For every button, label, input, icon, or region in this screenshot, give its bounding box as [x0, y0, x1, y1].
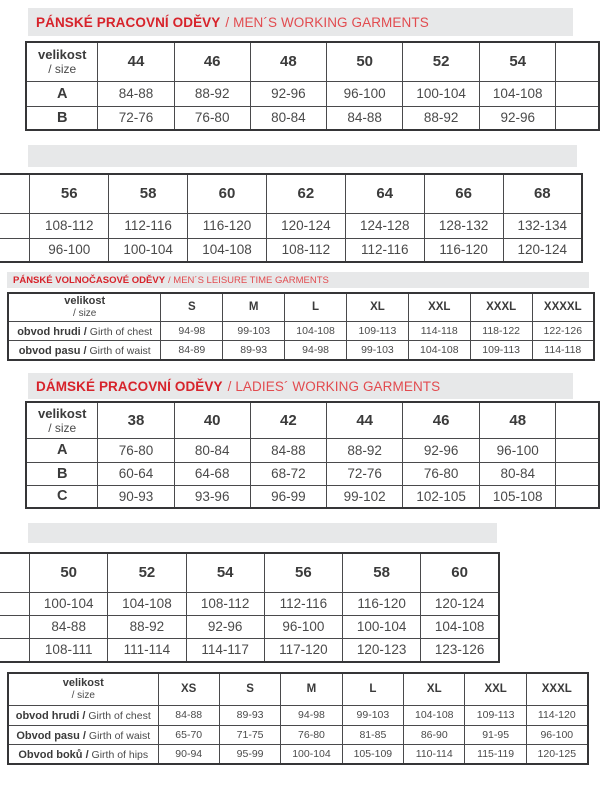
- size-range-cell: 72-76: [327, 462, 403, 485]
- size-range-cell: 102-105: [403, 485, 480, 508]
- size-range-cell: 80-84: [250, 106, 326, 130]
- measurement-label-cell: obvod pasu / Girth of waist: [8, 340, 161, 360]
- size-range-cell: 94-98: [285, 340, 347, 360]
- size-column-header: L: [285, 293, 347, 321]
- size-range-cell: 84-88: [250, 438, 326, 462]
- size-range-cell: 99-103: [342, 705, 403, 725]
- size-label-cell: [26, 402, 98, 438]
- size-label-czech: velikost: [64, 295, 106, 308]
- measurement-label-cell: Obvod boků / Girth of hips: [8, 744, 158, 764]
- table-mens-working-sizes-44-54: [25, 41, 600, 135]
- size-column-header: XL: [347, 293, 409, 321]
- size-column-header: M: [281, 673, 342, 705]
- size-column-header: 44: [327, 402, 403, 438]
- size-column-header: XXL: [408, 293, 470, 321]
- hidden-label-cell: [0, 615, 30, 638]
- size-range-cell: 92-96: [186, 615, 264, 638]
- mens-working-size-table-1: [25, 41, 600, 131]
- table-row: [0, 638, 499, 662]
- size-column-header: 56: [30, 174, 109, 213]
- size-range-cell: 60-64: [98, 462, 174, 485]
- table-mens-leisure-sizes: [7, 292, 595, 362]
- size-range-cell: 89-93: [219, 705, 280, 725]
- size-column-header: 40: [174, 402, 250, 438]
- size-label-czech: velikost: [62, 677, 104, 690]
- size-range-cell: 117-120: [264, 638, 342, 662]
- size-range-cell: 104-108: [188, 238, 267, 262]
- size-range-cell: 92-96: [479, 106, 556, 130]
- size-range-cell: 120-125: [526, 744, 587, 764]
- size-label-cell: [8, 293, 161, 321]
- size-range-cell: 108-112: [186, 592, 264, 615]
- size-range-cell: 108-112: [266, 238, 345, 262]
- table-row: [8, 321, 594, 340]
- size-column-header: XXXL: [470, 293, 532, 321]
- size-range-cell: 76-80: [174, 106, 250, 130]
- size-label-cell: [8, 673, 158, 705]
- size-range-cell: 132-134: [503, 213, 582, 238]
- size-range-cell: 104-108: [404, 705, 465, 725]
- size-range-cell: 114-117: [186, 638, 264, 662]
- table-row: [26, 462, 599, 485]
- size-range-cell: 100-104: [343, 615, 421, 638]
- section-title-czech: DÁMSKÉ PRACOVNÍ ODĚVY: [36, 378, 223, 394]
- size-range-cell: 88-92: [327, 438, 403, 462]
- size-column-header: 54: [479, 42, 556, 81]
- size-range-cell: 92-96: [250, 81, 326, 106]
- size-range-cell: 110-114: [404, 744, 465, 764]
- section-title-english: / MEN´S WORKING GARMENTS: [225, 14, 429, 30]
- measurement-label-cell: B: [26, 106, 98, 130]
- size-column-header: L: [342, 673, 403, 705]
- size-range-cell: 112-116: [109, 213, 188, 238]
- size-range-cell: 96-100: [30, 238, 109, 262]
- size-range-cell: 81-85: [342, 725, 403, 744]
- hidden-label-cell: [0, 174, 30, 213]
- size-range-cell: 109-113: [470, 340, 532, 360]
- section-title-english: / MEN´S LEISURE TIME GARMENTS: [168, 274, 329, 286]
- cut-column-cell: [556, 106, 599, 130]
- section-title-ladies-working: [28, 373, 573, 399]
- size-range-cell: 105-109: [342, 744, 403, 764]
- size-range-cell: 104-108: [108, 592, 186, 615]
- measurement-label-cell: obvod hrudi / Girth of chest: [8, 321, 161, 340]
- size-label-english: / size: [48, 62, 77, 77]
- mens-working-size-table-2: [0, 173, 583, 263]
- size-range-cell: 95-99: [219, 744, 280, 764]
- size-column-header: 52: [108, 553, 186, 592]
- size-range-cell: 109-113: [347, 321, 409, 340]
- size-range-cell: 71-75: [219, 725, 280, 744]
- hidden-label-cell: [0, 238, 30, 262]
- size-column-header: 44: [98, 42, 174, 81]
- size-column-header: 38: [98, 402, 174, 438]
- size-range-cell: 100-104: [281, 744, 342, 764]
- size-range-cell: 96-100: [264, 615, 342, 638]
- size-column-header: S: [219, 673, 280, 705]
- size-range-cell: 100-104: [30, 592, 108, 615]
- size-column-header: 62: [266, 174, 345, 213]
- table-row: [0, 615, 499, 638]
- size-range-cell: 104-108: [285, 321, 347, 340]
- size-range-cell: 84-88: [158, 705, 219, 725]
- size-range-cell: 94-98: [161, 321, 223, 340]
- size-range-cell: 68-72: [250, 462, 326, 485]
- size-range-cell: 90-94: [158, 744, 219, 764]
- table-ladies-working-sizes-50-60: [0, 552, 500, 667]
- cut-column-cell: [556, 402, 599, 438]
- section-title-czech: PÁNSKÉ VOLNOČASOVÉ ODĚVY: [13, 274, 166, 286]
- size-range-cell: 114-120: [526, 705, 587, 725]
- size-range-cell: 109-113: [465, 705, 526, 725]
- size-range-cell: 120-124: [421, 592, 499, 615]
- size-range-cell: 99-102: [327, 485, 403, 508]
- table-mens-working-sizes-56-68: [0, 173, 583, 267]
- size-range-cell: 104-108: [479, 81, 556, 106]
- section-title-mens-leisure: [7, 272, 589, 288]
- measurement-label-cell: B: [26, 462, 98, 485]
- size-range-cell: 96-100: [479, 438, 556, 462]
- size-range-cell: 65-70: [158, 725, 219, 744]
- measurement-label-cell: C: [26, 485, 98, 508]
- cut-column-cell: [556, 42, 599, 81]
- size-range-cell: 112-116: [345, 238, 424, 262]
- size-column-header: M: [223, 293, 285, 321]
- table-row: [8, 340, 594, 360]
- size-label-czech: velikost: [37, 47, 87, 63]
- hidden-label-cell: [0, 213, 30, 238]
- size-range-cell: 108-111: [30, 638, 108, 662]
- size-label-english: / size: [48, 420, 77, 435]
- measurement-label-cell: A: [26, 81, 98, 106]
- size-range-cell: 116-120: [188, 213, 267, 238]
- size-range-cell: 123-126: [421, 638, 499, 662]
- size-range-cell: 120-123: [343, 638, 421, 662]
- size-column-header: 50: [327, 42, 403, 81]
- size-range-cell: 105-108: [479, 485, 556, 508]
- size-range-cell: 80-84: [174, 438, 250, 462]
- size-range-cell: 86-90: [404, 725, 465, 744]
- hidden-label-cell: [0, 592, 30, 615]
- size-label-cell: [26, 42, 98, 81]
- ladies-working-size-table-1: [25, 401, 600, 509]
- size-range-cell: 84-89: [161, 340, 223, 360]
- size-label-english: / size: [71, 690, 95, 702]
- size-column-header: XXXXL: [532, 293, 594, 321]
- size-label-english: / size: [73, 308, 97, 320]
- size-column-header: 50: [30, 553, 108, 592]
- mens-leisure-size-table: [7, 292, 595, 361]
- size-range-cell: 88-92: [108, 615, 186, 638]
- size-range-cell: 76-80: [403, 462, 480, 485]
- size-column-header: 48: [250, 42, 326, 81]
- hidden-label-cell: [0, 638, 30, 662]
- size-column-header: 64: [345, 174, 424, 213]
- table-ladies-working-sizes-38-48: [25, 401, 600, 515]
- size-range-cell: 108-112: [30, 213, 109, 238]
- size-column-header: XXXL: [526, 673, 587, 705]
- size-range-cell: 120-124: [266, 213, 345, 238]
- hidden-label-cell: [0, 553, 30, 592]
- size-range-cell: 90-93: [98, 485, 174, 508]
- size-column-header: 46: [403, 402, 480, 438]
- table-row: [8, 725, 588, 744]
- ladies-leisure-size-table: [7, 672, 589, 765]
- size-column-header: 42: [250, 402, 326, 438]
- size-range-cell: 84-88: [327, 106, 403, 130]
- section-title-mens-working: [28, 8, 573, 36]
- cut-column-cell: [556, 81, 599, 106]
- size-range-cell: 100-104: [403, 81, 480, 106]
- size-range-cell: 104-108: [421, 615, 499, 638]
- ladies-working-size-table-2: [0, 552, 500, 663]
- size-column-header: XL: [404, 673, 465, 705]
- size-range-cell: 96-100: [526, 725, 587, 744]
- table-row: [26, 485, 599, 508]
- cut-column-cell: [556, 438, 599, 462]
- size-range-cell: 104-108: [408, 340, 470, 360]
- table-row: [0, 592, 499, 615]
- size-range-cell: 115-119: [465, 744, 526, 764]
- size-column-header: 54: [186, 553, 264, 592]
- table-row: [26, 81, 599, 106]
- size-column-header: 58: [109, 174, 188, 213]
- measurement-label-cell: Obvod pasu / Girth of waist: [8, 725, 158, 744]
- table-ladies-leisure-sizes: [7, 672, 589, 770]
- table-row: [8, 744, 588, 764]
- size-range-cell: 72-76: [98, 106, 174, 130]
- section-title-english: / LADIES´ WORKING GARMENTS: [227, 378, 441, 394]
- table-row: [26, 106, 599, 130]
- size-range-cell: 118-122: [470, 321, 532, 340]
- size-range-cell: 112-116: [264, 592, 342, 615]
- size-range-cell: 99-103: [347, 340, 409, 360]
- cut-column-cell: [556, 462, 599, 485]
- size-range-cell: 114-118: [408, 321, 470, 340]
- size-column-header: 52: [403, 42, 480, 81]
- size-column-header: 56: [264, 553, 342, 592]
- size-column-header: S: [161, 293, 223, 321]
- size-range-cell: 88-92: [403, 106, 480, 130]
- spacer-band: [28, 145, 577, 167]
- size-range-cell: 122-126: [532, 321, 594, 340]
- size-column-header: 60: [188, 174, 267, 213]
- size-range-cell: 88-92: [174, 81, 250, 106]
- measurement-label-cell: obvod hrudi / Girth of chest: [8, 705, 158, 725]
- size-range-cell: 89-93: [223, 340, 285, 360]
- size-column-header: 58: [343, 553, 421, 592]
- table-row: [0, 238, 582, 262]
- size-range-cell: 116-120: [343, 592, 421, 615]
- size-column-header: 60: [421, 553, 499, 592]
- table-row: [8, 705, 588, 725]
- size-range-cell: 124-128: [345, 213, 424, 238]
- size-column-header: 46: [174, 42, 250, 81]
- size-range-cell: 100-104: [109, 238, 188, 262]
- size-range-cell: 91-95: [465, 725, 526, 744]
- size-range-cell: 76-80: [98, 438, 174, 462]
- size-range-cell: 92-96: [403, 438, 480, 462]
- size-range-cell: 99-103: [223, 321, 285, 340]
- size-label-czech: velikost: [37, 405, 87, 421]
- size-column-header: 68: [503, 174, 582, 213]
- size-range-cell: 111-114: [108, 638, 186, 662]
- size-column-header: 66: [424, 174, 503, 213]
- size-range-cell: 94-98: [281, 705, 342, 725]
- spacer-band: [28, 523, 497, 543]
- size-range-cell: 80-84: [479, 462, 556, 485]
- size-column-header: XS: [158, 673, 219, 705]
- size-range-cell: 114-118: [532, 340, 594, 360]
- size-range-cell: 84-88: [30, 615, 108, 638]
- size-column-header: XXL: [465, 673, 526, 705]
- size-range-cell: 76-80: [281, 725, 342, 744]
- size-range-cell: 93-96: [174, 485, 250, 508]
- measurement-label-cell: A: [26, 438, 98, 462]
- table-row: [26, 438, 599, 462]
- cut-column-cell: [556, 485, 599, 508]
- size-range-cell: 96-99: [250, 485, 326, 508]
- size-range-cell: 84-88: [98, 81, 174, 106]
- size-range-cell: 120-124: [503, 238, 582, 262]
- size-range-cell: 128-132: [424, 213, 503, 238]
- size-column-header: 48: [479, 402, 556, 438]
- table-row: [0, 213, 582, 238]
- size-range-cell: 96-100: [327, 81, 403, 106]
- section-title-czech: PÁNSKÉ PRACOVNÍ ODĚVY: [36, 14, 221, 30]
- size-range-cell: 64-68: [174, 462, 250, 485]
- size-range-cell: 116-120: [424, 238, 503, 262]
